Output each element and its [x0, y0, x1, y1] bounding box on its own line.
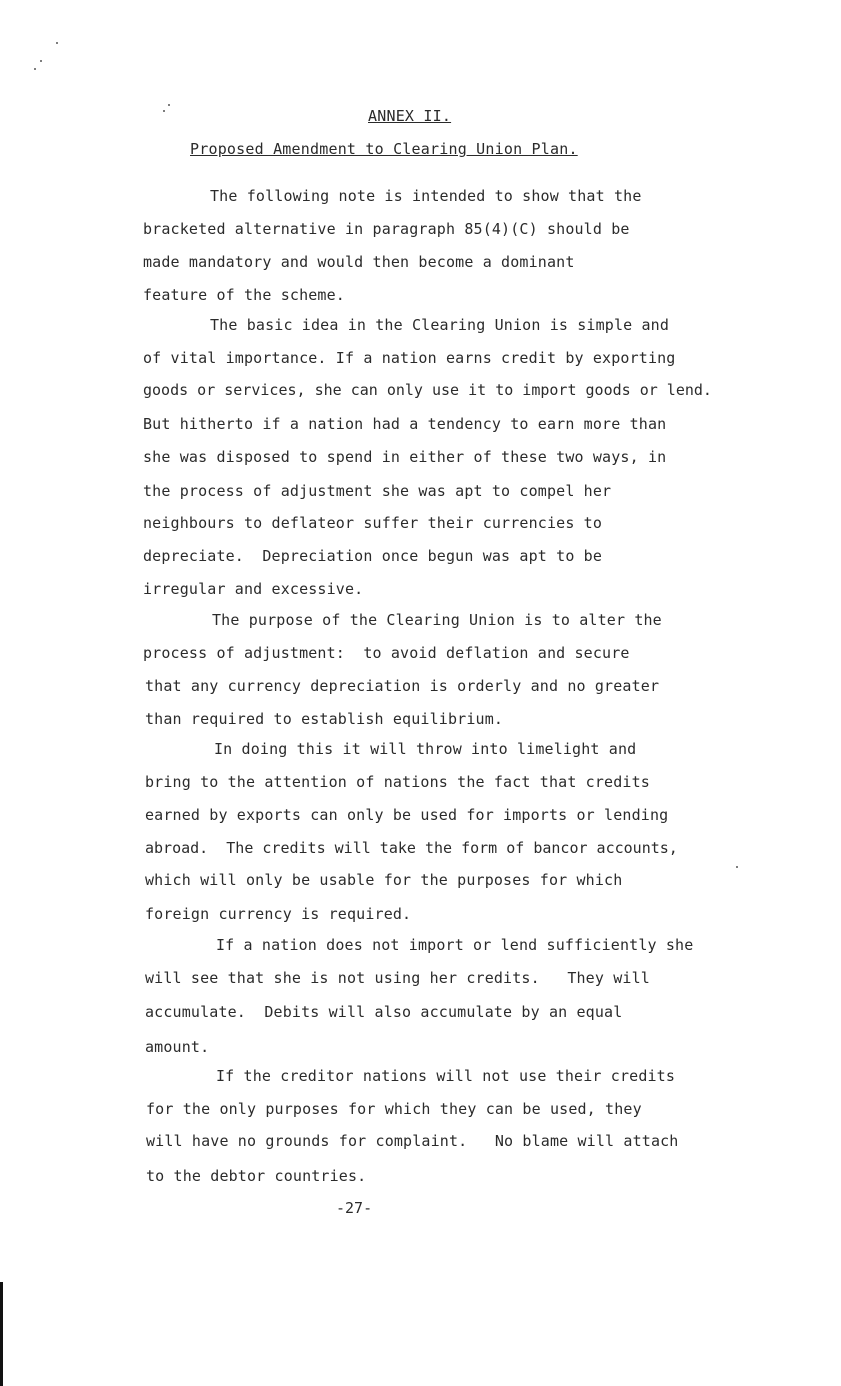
text-line: that any currency depreciation is orderly and no greater: [145, 677, 660, 695]
text-line: The following note is intended to show that the: [210, 187, 642, 205]
text-line: will have no grounds for complaint. No blame will attach: [146, 1132, 679, 1150]
annex-title: ANNEX II.: [368, 107, 452, 125]
text-line: the process of adjustment she was apt to compel her: [143, 482, 612, 500]
text-line: But hitherto if a nation had a tendency to earn more than: [143, 415, 667, 433]
text-line: foreign currency is required.: [145, 905, 412, 923]
text-line: feature of the scheme.: [143, 286, 345, 304]
text-line: The basic idea in the Clearing Union is simple and: [210, 316, 670, 334]
text-line: abroad. The credits will take the form of bancor accounts,: [145, 839, 678, 857]
text-line: bring to the attention of nations the fact that credits: [145, 773, 650, 791]
scan-speck: [34, 68, 36, 70]
text-line: of vital importance. If a nation earns credit by exporting: [143, 349, 676, 367]
page-number: -27-: [336, 1199, 373, 1217]
scan-speck: [168, 104, 170, 106]
text-line: bracketed alternative in paragraph 85(4)(C) should be: [143, 220, 630, 238]
text-line: If the creditor nations will not use their credits: [216, 1067, 676, 1085]
text-line: accumulate. Debits will also accumulate by an equal: [145, 1003, 623, 1021]
text-line: to the debtor countries.: [146, 1167, 367, 1185]
text-line: If a nation does not import or lend sufficiently she: [216, 936, 694, 954]
text-line: process of adjustment: to avoid deflation and secure: [143, 644, 630, 662]
text-line: amount.: [145, 1038, 210, 1056]
text-line: In doing this it will throw into limelight and: [214, 740, 637, 758]
scan-speck: [56, 42, 58, 44]
text-line: earned by exports can only be used for imports or lending: [145, 806, 669, 824]
scan-speck: [736, 866, 738, 868]
text-line: which will only be usable for the purposes for which: [145, 871, 623, 889]
text-line: neighbours to deflateor suffer their currencies to: [143, 514, 603, 532]
binding-edge-mark: [0, 1282, 3, 1386]
text-line: The purpose of the Clearing Union is to alter the: [212, 611, 662, 629]
document-subtitle: Proposed Amendment to Clearing Union Plan.: [190, 140, 578, 158]
text-line: she was disposed to spend in either of these two ways, in: [143, 448, 667, 466]
scan-speck: [40, 60, 42, 62]
text-line: will see that she is not using her credits. They will: [145, 969, 650, 987]
text-line: irregular and excessive.: [143, 580, 364, 598]
text-line: than required to establish equilibrium.: [145, 710, 504, 728]
text-line: for the only purposes for which they can be used, they: [146, 1100, 642, 1118]
text-line: depreciate. Depreciation once begun was apt to be: [143, 547, 603, 565]
text-line: made mandatory and would then become a dominant: [143, 253, 575, 271]
text-line: goods or services, she can only use it to import goods or lend.: [143, 381, 712, 399]
scan-speck: [163, 110, 165, 112]
